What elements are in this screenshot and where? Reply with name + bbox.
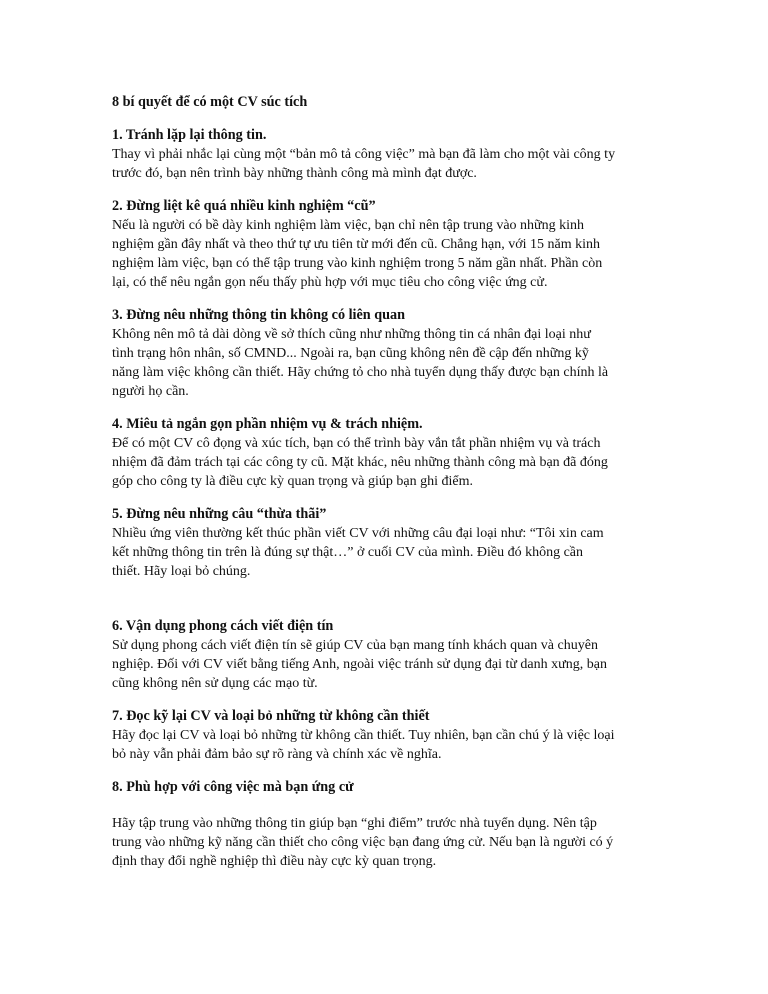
section-heading: 3. Đừng nêu những thông tin không có liên quan [112, 307, 405, 323]
section-heading: 6. Vận dụng phong cách viết điện tín [112, 618, 334, 634]
body-line: nghiệp. Đối với CV viết bằng tiếng Anh, ngoài việc tránh sử dụng đại từ danh xưng, bạn [112, 657, 607, 672]
body-line: Thay vì phải nhắc lại cùng một “bản mô tả công việc” mà bạn đã làm cho một vài công ty [112, 147, 616, 162]
document-page [112, 93, 660, 885]
body-line: nhiệm đã đảm trách tại các công ty cũ. Mặt khác, nêu những thành công mà bạn đã đóng [112, 455, 608, 470]
body-line: Hãy đọc lại CV và loại bỏ những từ không cần thiết. Tuy nhiên, bạn cần chú ý là việc loại [112, 728, 615, 743]
section-heading: 2. Đừng liệt kê quá nhiều kinh nghiệm “cũ” [112, 198, 376, 214]
section-body [112, 325, 660, 401]
section-1 [112, 126, 660, 183]
section-heading: 8. Phù hợp với công việc mà bạn ứng cử [112, 779, 354, 795]
body-line: nghiệm gần đây nhất và theo thứ tự ưu tiên từ mới đến cũ. Chẳng hạn, với 15 năm kinh [112, 237, 601, 252]
section-6 [112, 617, 660, 693]
body-line: kết những thông tin trên là đúng sự thật…” ở cuối CV của mình. Điều đó không cần [112, 545, 584, 560]
section-body [112, 145, 660, 183]
body-line: nghiệm làm việc, bạn có thể tập trung vào kinh nghiệm trong 5 năm gần nhất. Phần còn [112, 256, 603, 271]
section-5 [112, 505, 660, 581]
document-title: 8 bí quyết để có một CV súc tích [112, 94, 308, 110]
section-4 [112, 415, 660, 491]
body-line: Nếu là người có bề dày kinh nghiệm làm việc, bạn chỉ nên tập trung vào những kinh [112, 218, 585, 233]
body-line: Sử dụng phong cách viết điện tín sẽ giúp CV của bạn mang tính khách quan và chuyên [112, 638, 598, 653]
body-line: năng làm việc không cần thiết. Hãy chứng tỏ cho nhà tuyển dụng thấy được bạn chính là [112, 365, 609, 380]
body-line: trước đó, bạn nên trình bày những thành công mà mình đạt được. [112, 166, 477, 181]
body-line: Không nên mô tả dài dòng về sở thích cũng như những thông tin cá nhân đại loại như [112, 327, 591, 342]
section-body [112, 814, 660, 871]
body-line: cũng không nên sử dụng các mạo từ. [112, 676, 318, 691]
section-heading: 5. Đừng nêu những câu “thừa thãi” [112, 506, 327, 522]
section-heading: 4. Miêu tả ngắn gọn phần nhiệm vụ & trách nhiệm. [112, 416, 423, 432]
body-line: góp cho công ty là điều cực kỳ quan trọng và giúp bạn ghi điểm. [112, 474, 474, 489]
body-line: tình trạng hôn nhân, số CMND... Ngoài ra, bạn cũng không nên đề cập đến những kỹ [112, 346, 589, 361]
section-body [112, 726, 660, 764]
section-3 [112, 306, 660, 401]
body-line: bỏ này vẫn phải đảm bảo sự rõ ràng và chính xác về nghĩa. [112, 747, 442, 762]
section-body [112, 434, 660, 491]
body-line: Hãy tập trung vào những thông tin giúp bạn “ghi điểm” trước nhà tuyển dụng. Nên tập [112, 816, 597, 831]
body-line: trung vào những kỹ năng cần thiết cho công việc bạn đang ứng cử. Nếu bạn là người có ý [112, 835, 614, 850]
section-7 [112, 707, 660, 764]
body-line: Nhiều ứng viên thường kết thúc phần viết CV với những câu đại loại như: “Tôi xin cam [112, 526, 604, 541]
section-body [112, 524, 660, 581]
section-2 [112, 197, 660, 292]
body-line: định thay đổi nghề nghiệp thì điều này cực kỳ quan trọng. [112, 854, 437, 869]
section-heading: 7. Đọc kỹ lại CV và loại bỏ những từ không cần thiết [112, 708, 430, 724]
section-8 [112, 778, 660, 871]
body-line: người họ cần. [112, 384, 189, 399]
section-body [112, 636, 660, 693]
section-heading: 1. Tránh lặp lại thông tin. [112, 127, 267, 143]
body-line: lại, có thể nêu ngắn gọn nếu thấy phù hợp với mục tiêu cho công việc ứng cử. [112, 275, 548, 290]
body-line: Để có một CV cô đọng và xúc tích, bạn có thể trình bày vắn tắt phần nhiệm vụ và trách [112, 436, 601, 451]
section-body [112, 216, 660, 292]
body-line: thiết. Hãy loại bỏ chúng. [112, 564, 251, 579]
